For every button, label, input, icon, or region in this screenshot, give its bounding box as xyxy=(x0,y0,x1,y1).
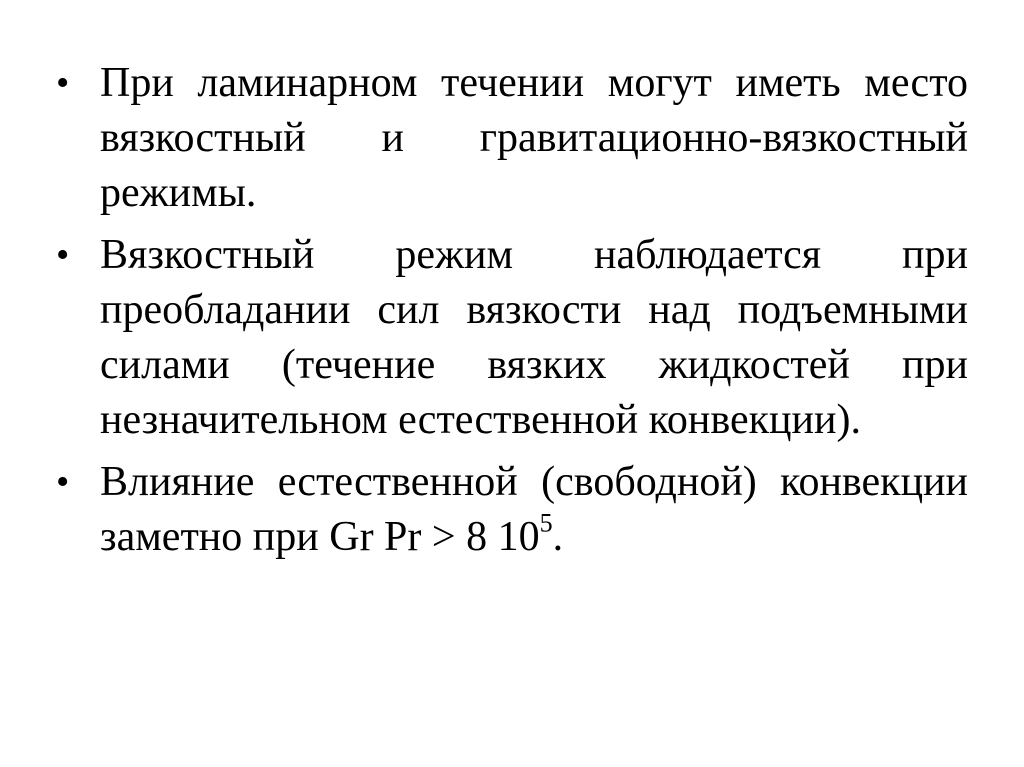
bullet-text: При ламинарном течении могут иметь место вязкостный и гравитационно-вязкостный режимы. xyxy=(100,60,968,216)
bullet-text: Вязкостный режим наблюдается при преобладании сил вязкости над подъемными силами (течение вязких жидкостей при незначительном естественной конвекции). xyxy=(100,232,968,443)
exponent: 5 xyxy=(539,508,553,538)
bullet-list xyxy=(52,56,968,572)
bullet-icon: • xyxy=(56,62,70,104)
bullet-text: Влияние естественной (свободной) конвекции заметно при Gr Pr > 8 10 xyxy=(100,459,968,560)
bullet-item-natural-convection xyxy=(52,455,968,565)
bullet-item-viscous-regime xyxy=(52,228,968,448)
bullet-icon: • xyxy=(56,234,70,276)
bullet-text-end: . xyxy=(552,514,564,560)
bullet-item-laminar-regimes xyxy=(52,56,968,221)
bullet-icon: • xyxy=(56,461,70,503)
